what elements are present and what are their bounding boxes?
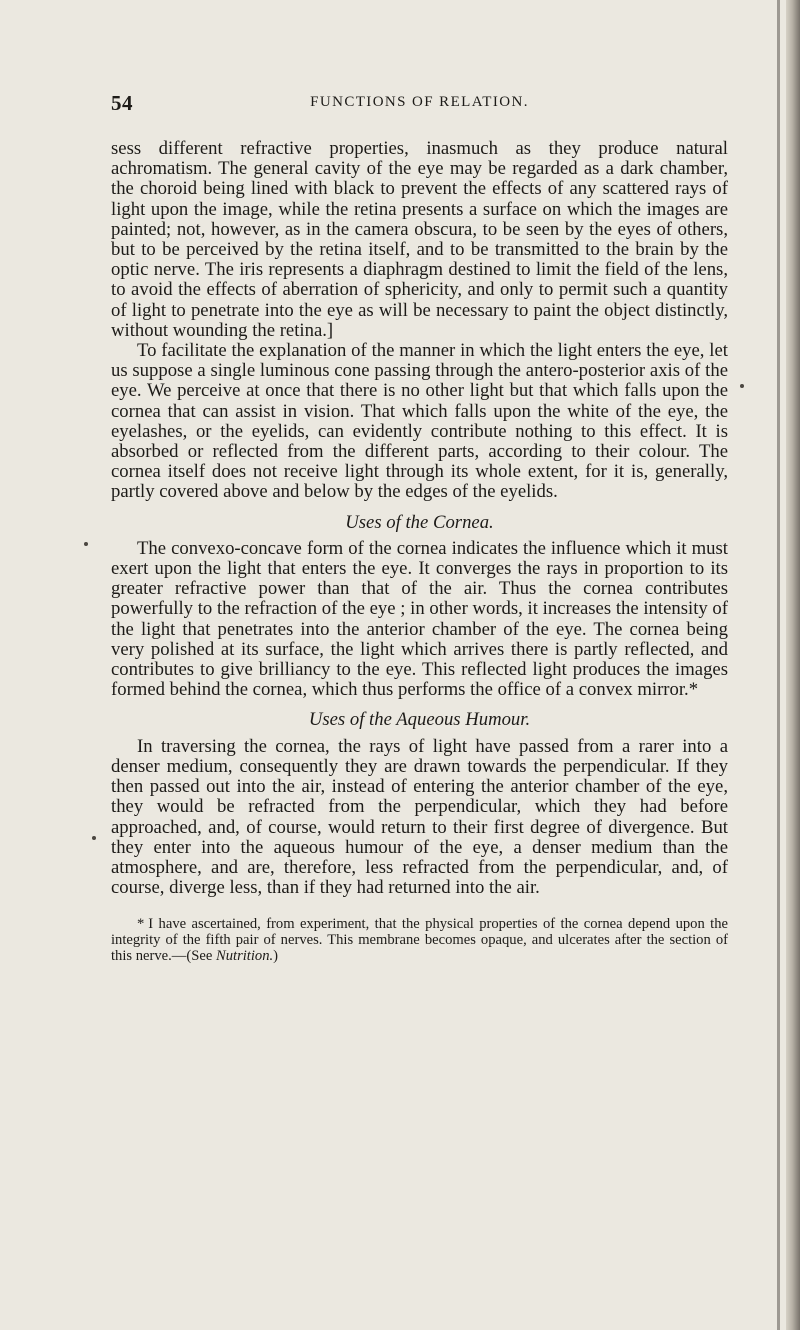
footnote [111, 916, 728, 964]
paragraph-light-entering-eye: To facilitate the explanation of the manner in which the light enters the eye, let us suppose a single luminous cone passing through the antero-posterior axis of the eye. We perceive at once that there is no other light but that which falls upon the cornea that can assist in vision. That which falls upon the white of the eye, the eyelashes, or the eyelids, can evidently contribute nothing to this effect. It is absorbed or reflected from the different parts, according to their colour. The cornea itself does not receive light through its whole extent, for it is, generally, partly covered above and below by the edges of the eyelids. [111, 340, 728, 503]
footnote-marker: * [137, 916, 145, 933]
heading-uses-of-cornea: Uses of the Cornea. [345, 511, 494, 533]
page-content [111, 139, 728, 964]
footnote-closing: ) [273, 948, 279, 965]
page-edge [786, 0, 800, 1330]
footnote-reference: Nutrition. [215, 948, 274, 965]
margin-dot [84, 542, 88, 546]
page-header [111, 91, 728, 117]
heading-uses-of-aqueous-humour: Uses of the Aqueous Humour. [308, 709, 531, 731]
page-edge-shadow-line [777, 0, 780, 1330]
paragraph-iris-lens: sess different refractive properties, inasmuch as they produce natural achromatism. The general cavity of the eye may be regarded as a dark chamber, the choroid being lined with black to prevent the effects of any scattered rays of light upon the image, while the retina presents a surface on which the images are painted; not, however, as in the camera obscura, to be seen by the eyes of others, but to be perceived by the retina itself, and to be transmitted to the brain by the optic nerve. The iris represents a diaphragm destined to limit the field of the lens, to avoid the effects of aberration of sphericity, and only to permit such a quantity of light to penetrate into the eye as will be necessary to paint the object distinctly, without wounding the retina.] [111, 138, 728, 341]
margin-dot [740, 384, 744, 388]
paragraph-uses-of-aqueous-humour: In traversing the cornea, the rays of light have passed from a rarer into a denser medium, consequently they are drawn towards the perpendicular. If they then passed out into the air, instead of entering the anterior chamber of the eye, they would be refracted from the perpendicular, which they had before approached, and, of course, would return to their first degree of divergence. But they enter into the aqueous humour of the eye, a denser medium than the atmosphere, and are, therefore, less refracted from the perpendicular, and, of course, diverge less, than if they had returned into the air. [111, 735, 728, 899]
paragraph-uses-of-cornea: The convexo-concave form of the cornea indicates the influence which it must exert upon the light that enters the eye. It converges the rays in proportion to its greater refractive power than that of the air. Thus the cornea contributes powerfully to the refraction of the eye ; in other words, it increases the intensity of the light that penetrates into the anterior chamber of the eye. The cornea being very polished at its surface, the light which arrives there is partly reflected, and contributes to give brilliancy to the eye. This reflected light produces the images formed behind the cornea, which thus performs the office of a convex mirror.* [111, 537, 728, 701]
margin-dot [92, 836, 96, 840]
running-head: FUNCTIONS OF RELATION. [310, 94, 529, 110]
page-number: 54 [111, 91, 133, 115]
footnote-text: I have ascertained, from experiment, that the physical properties of the cornea depend upon the integrity of the fifth pair of nerves. This membrane becomes opaque, and ulcerates after the section of this nerve.—(See [111, 916, 728, 965]
